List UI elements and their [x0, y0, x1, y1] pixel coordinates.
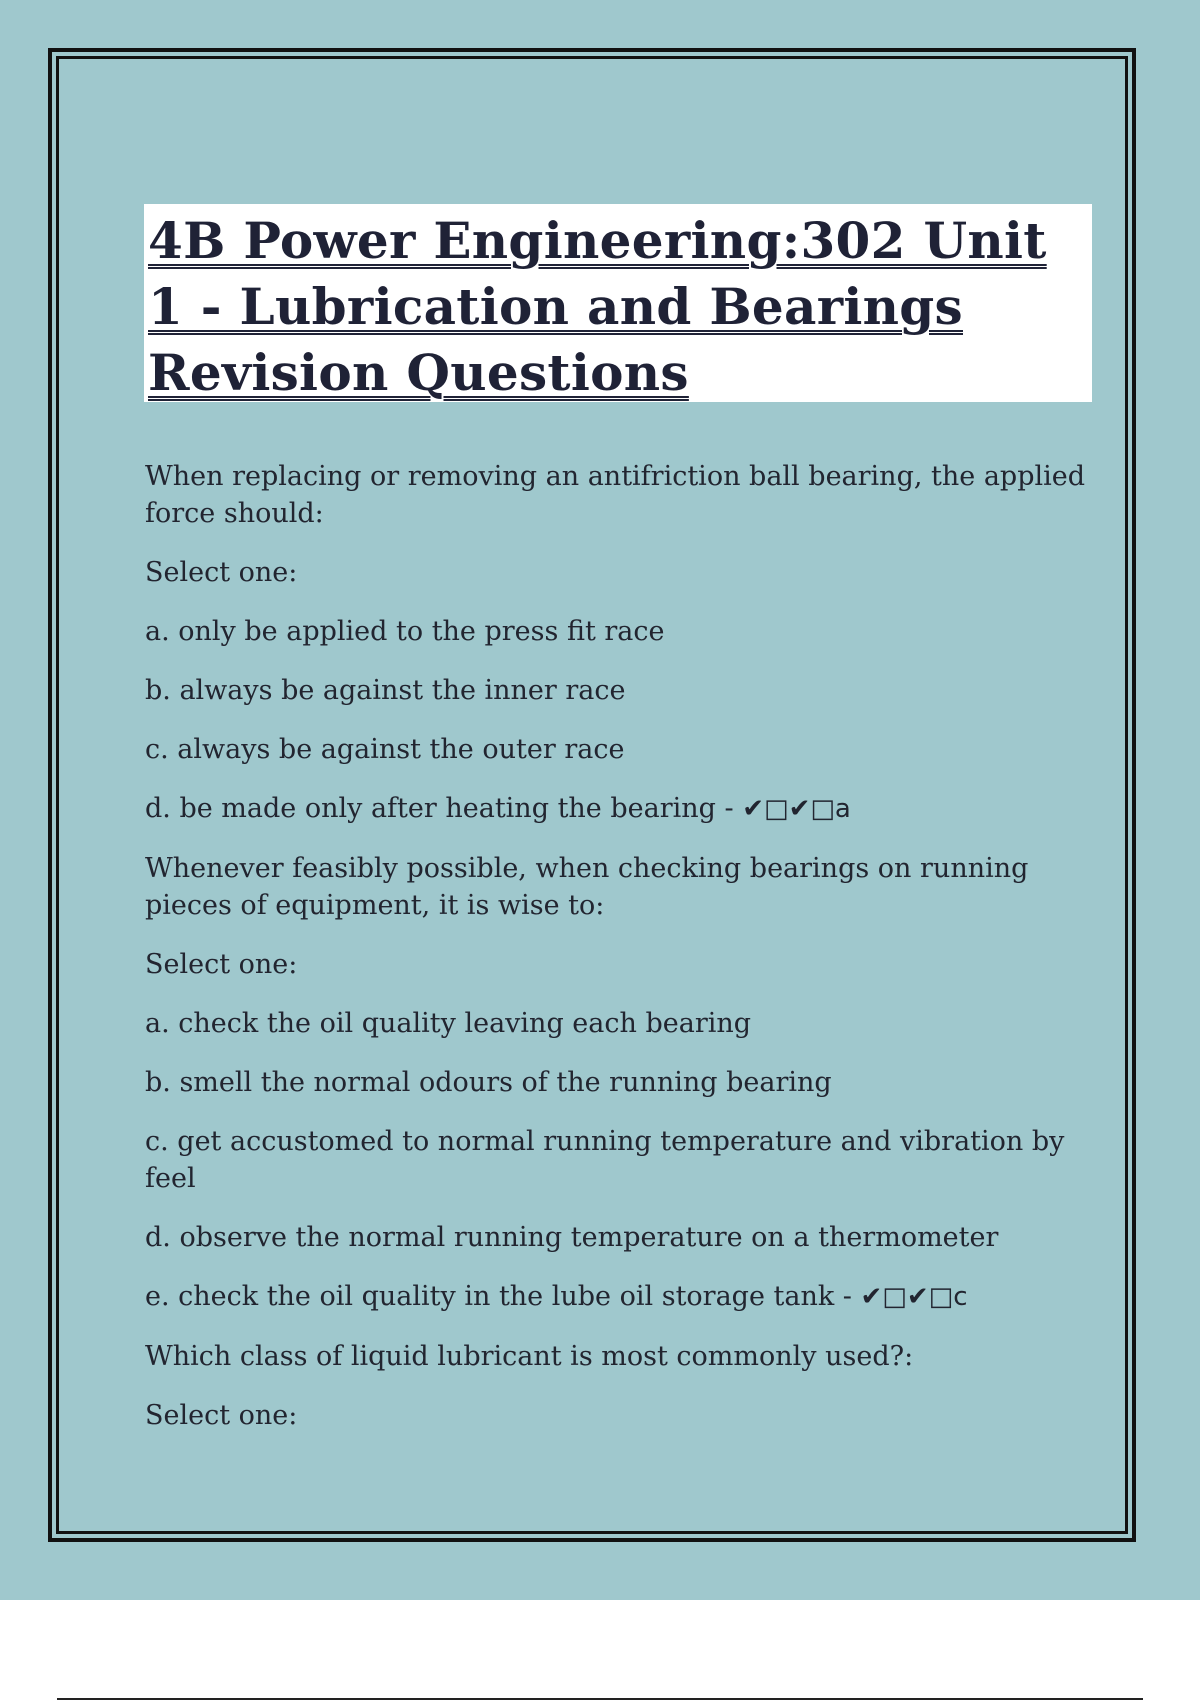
question-2-option-c: c. get accustomed to normal running temperature and vibration by feel [145, 1126, 1065, 1194]
question-2-option-e [145, 1278, 1090, 1316]
question-2-option-b: b. smell the normal odours of the running bearing [145, 1067, 832, 1098]
question-2-option-d: d. observe the normal running temperature on a thermometer [145, 1222, 999, 1253]
question-1-answer-mark: ✔□✔□a [742, 794, 851, 824]
question-2-answer-mark: ✔□✔□c [860, 1282, 968, 1312]
question-1-option-a: a. only be applied to the press fit race [145, 616, 665, 647]
document-title: 4B Power Engineering:302 Unit 1 - Lubrication and Bearings Revision Questions [148, 211, 1047, 402]
question-1-select-label: Select one: [145, 557, 298, 588]
question-2-option-e-text: e. check the oil quality in the lube oil storage tank - [145, 1281, 861, 1312]
question-2-option-a: a. check the oil quality leaving each bearing [145, 1008, 752, 1039]
question-list [145, 458, 1090, 1456]
title-box [144, 204, 1092, 402]
question-1-option-c: c. always be against the outer race [145, 734, 625, 765]
question-1-prompt: When replacing or removing an antifriction ball bearing, the applied force should: [145, 461, 1086, 529]
question-1-option-d-text: d. be made only after heating the bearing - [145, 793, 743, 824]
question-3-prompt: Which class of liquid lubricant is most commonly used?: [145, 1341, 914, 1372]
question-1-option-d [145, 790, 1090, 828]
question-3-select-label: Select one: [145, 1400, 298, 1431]
question-2-select-label: Select one: [145, 949, 298, 980]
question-1-option-b: b. always be against the inner race [145, 675, 626, 706]
question-2-prompt: Whenever feasibly possible, when checking bearings on running pieces of equipment, it is wise to: [145, 853, 1029, 921]
